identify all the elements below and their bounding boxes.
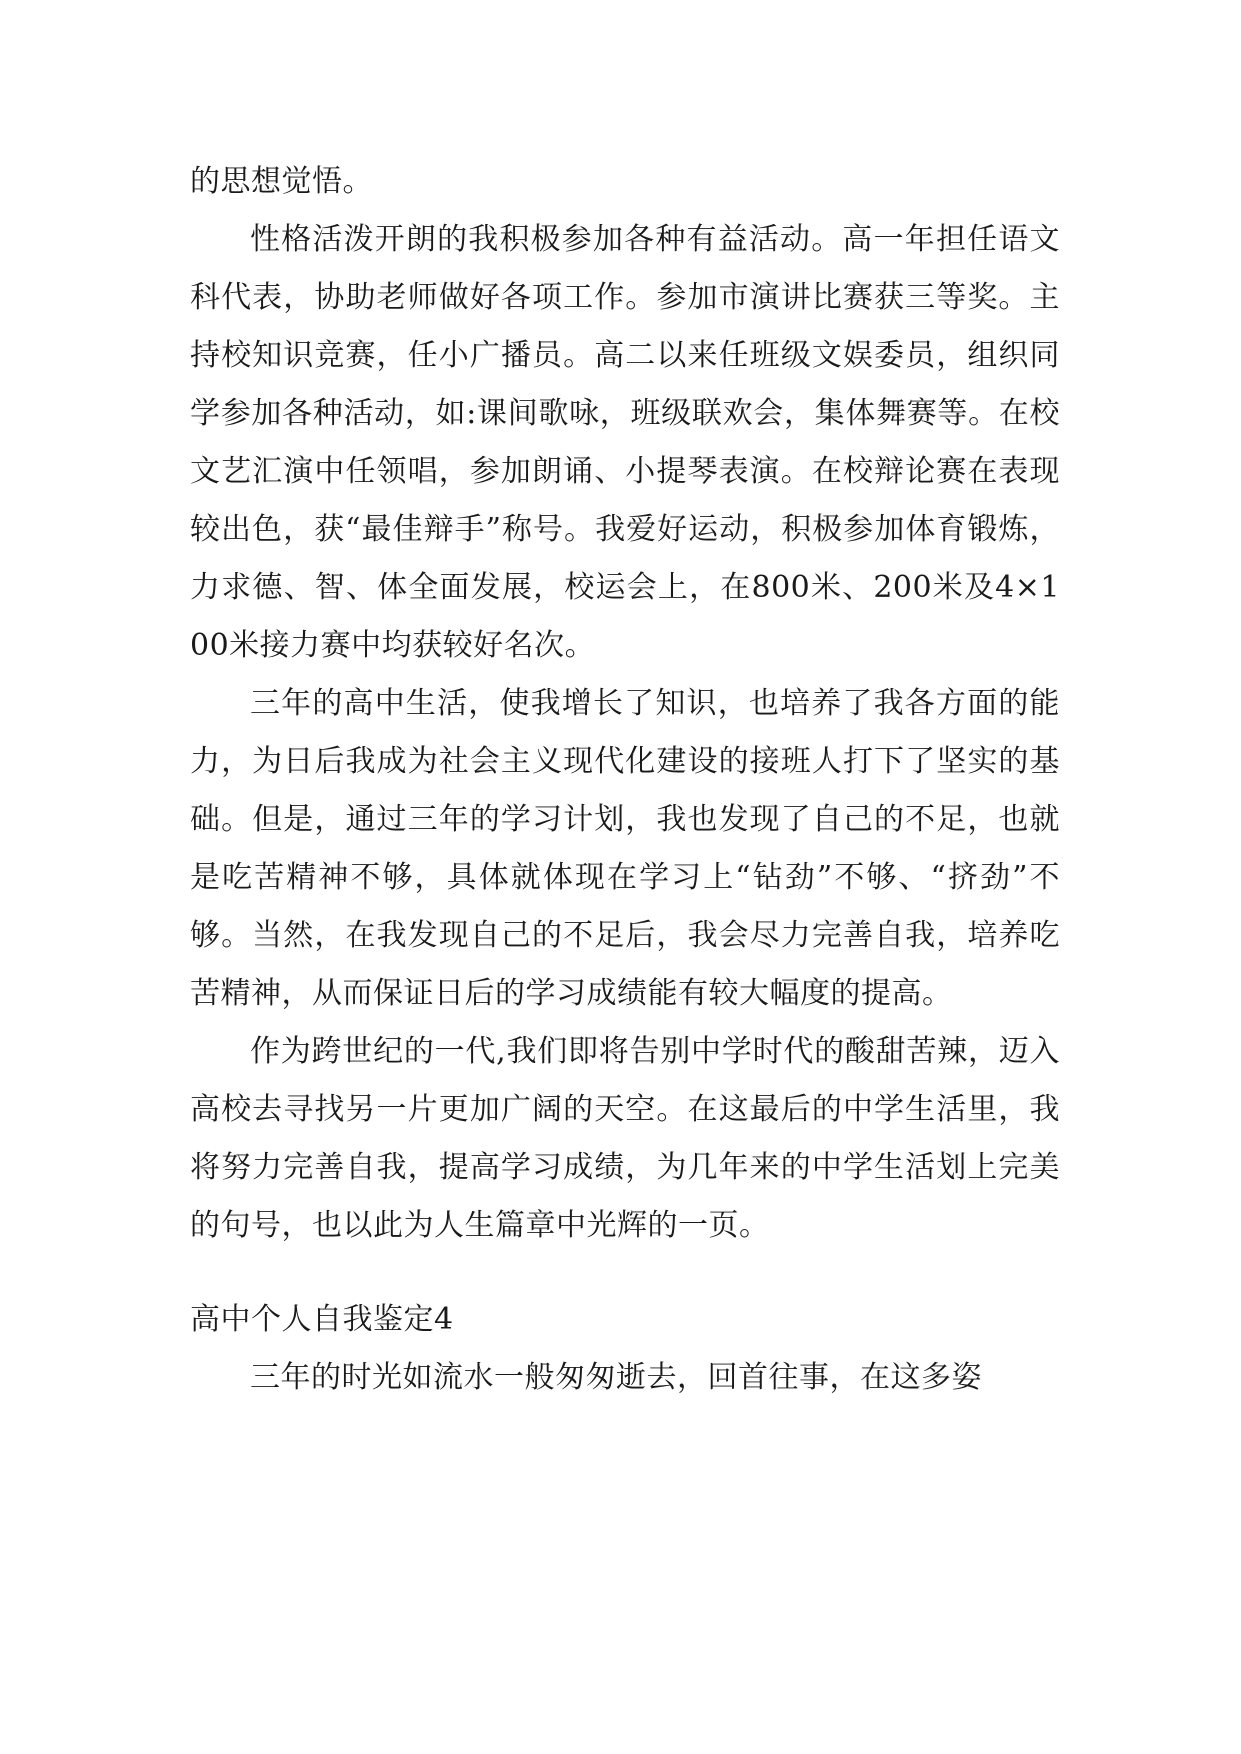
section-first-paragraph: 三年的时光如流水一般匆匆逝去，回首往事，在这多姿	[250, 1360, 982, 1395]
paragraph-continuation: 的思想觉悟。	[190, 164, 373, 199]
paragraph-activities: 性格活泼开朗的我积极参加各种有益活动。高一年担任语文科代表，协助老师做好各项工作。参加市演讲比赛获三等奖。主持校知识竞赛，任小广播员。高二以来任班级文娱委员，组织同学参加各种活动，如:课间歌咏，班级联欢会，集体舞赛等。在校文艺汇演中任领唱，参加朗诵、小提琴表演。在校辩论赛在表现较出色，获“最佳辩手”称号。我爱好运动，积极参加体育锻炼，力求德、智、体全面发展，校运会上，在800米、200米及4×100米接力赛中均获较好名次。	[190, 222, 1060, 663]
paragraph-conclusion: 作为跨世纪的一代,我们即将告别中学时代的酸甜苦辣，迈入高校去寻找另一片更加广阔的天空。在这最后的中学生活里，我将努力完善自我，提高学习成绩，为几年来的中学生活划上完美的句号，也以此为人生篇章中光辉的一页。	[190, 1034, 1060, 1243]
paragraph-reflection: 三年的高中生活，使我增长了知识，也培养了我各方面的能力，为日后我成为社会主义现代化建设的接班人打下了坚实的基础。但是，通过三年的学习计划，我也发现了自己的不足，也就是吃苦精神不够，具体就体现在学习上“钻劲”不够、“挤劲”不够。当然，在我发现自己的不足后，我会尽力完善自我，培养吃苦精神，从而保证日后的学习成绩能有较大幅度的提高。	[190, 686, 1060, 1011]
document-body	[190, 153, 1060, 1407]
section-heading: 高中个人自我鉴定4	[190, 1302, 454, 1337]
